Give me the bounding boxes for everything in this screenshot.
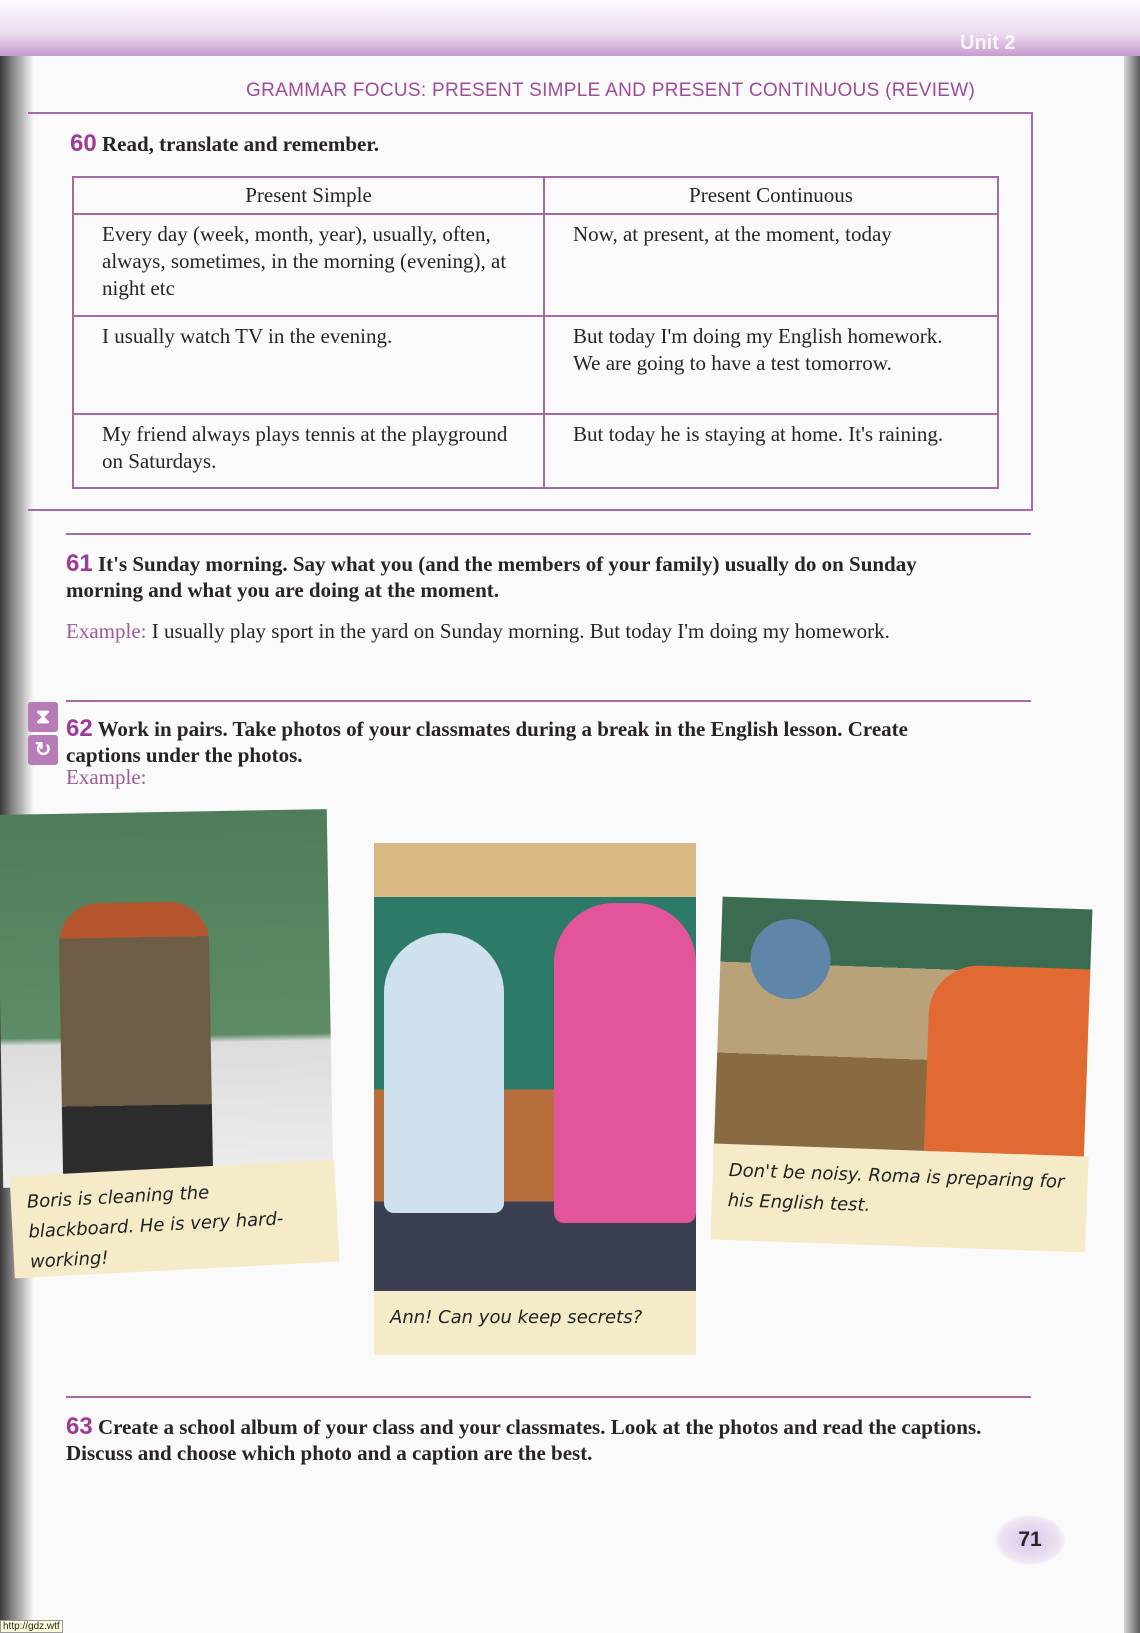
photo-girls-whispering <box>374 843 696 1291</box>
example-label: Example: <box>66 619 147 643</box>
grammar-focus-title: GRAMMAR FOCUS: PRESENT SIMPLE AND PRESENT CONTINUOUS (REVIEW) <box>246 80 976 101</box>
divider <box>66 533 1031 535</box>
photo-boy-sleeping <box>714 897 1093 1170</box>
header-present-continuous: Present Continuous <box>544 177 998 214</box>
table-cell: My friend always plays tennis at the playground on Saturdays. <box>73 414 544 488</box>
grammar-table <box>72 176 999 489</box>
exercise-63-title <box>66 1414 996 1466</box>
caption-3: Don't be noisy. Roma is preparing for his English test. <box>710 1143 1088 1252</box>
page-number: 71 <box>995 1515 1065 1565</box>
exercise-number: 60 <box>70 130 97 157</box>
caption-2: Ann! Can you keep secrets? <box>374 1291 696 1355</box>
caption-1: Boris is cleaning the blackboard. He is very hard-working! <box>10 1160 340 1279</box>
table-row <box>73 214 998 316</box>
photo-boy-cleaning-blackboard <box>0 809 333 1188</box>
exercise-text: Create a school album of your class and your classmates. Look at the photos and read the captions. Discuss and choose which photo and a caption are the best. <box>66 1415 982 1465</box>
table-cell: Every day (week, month, year), usually, often, always, sometimes, in the morning (evening), at night etc <box>73 214 544 316</box>
page-edge <box>1124 0 1140 1633</box>
exercise-number: 61 <box>66 550 93 577</box>
table-cell: But today I'm doing my English homework. We are going to have a test tomorrow. <box>544 316 998 414</box>
exercise-text: It's Sunday morning. Say what you (and the members of your family) usually do on Sunday morning and what you are doing at the moment. <box>66 552 917 602</box>
exercise-61-title <box>66 551 966 603</box>
header-present-simple: Present Simple <box>73 177 544 214</box>
example-label: Example: <box>66 765 147 789</box>
exercise-number: 63 <box>66 1413 93 1440</box>
table-row <box>73 414 998 488</box>
table-cell: But today he is staying at home. It's raining. <box>544 414 998 488</box>
exercise-text: Read, translate and remember. <box>101 132 380 156</box>
table-cell: Now, at present, at the moment, today <box>544 214 998 316</box>
exercise-62-title <box>66 716 986 768</box>
exercise-61-example <box>66 618 966 644</box>
table-header-row <box>73 177 998 214</box>
table-cell: I usually watch TV in the evening. <box>73 316 544 414</box>
exercise-60-title <box>70 131 379 157</box>
pair-work-icon: ⧗ <box>28 702 58 732</box>
watermark-link[interactable]: http://gdz.wtf <box>0 1620 63 1633</box>
example-text: I usually play sport in the yard on Sunday morning. But today I'm doing my homework. <box>151 619 890 643</box>
exercise-text: Work in pairs. Take photos of your classmates during a break in the English lesson. Create captions under the photos. <box>66 717 908 767</box>
unit-label: Unit 2 <box>960 32 1016 54</box>
table-row <box>73 316 998 414</box>
project-icon: ↻ <box>28 735 58 765</box>
divider <box>66 700 1031 702</box>
exercise-number: 62 <box>66 715 93 742</box>
divider <box>66 1396 1031 1398</box>
